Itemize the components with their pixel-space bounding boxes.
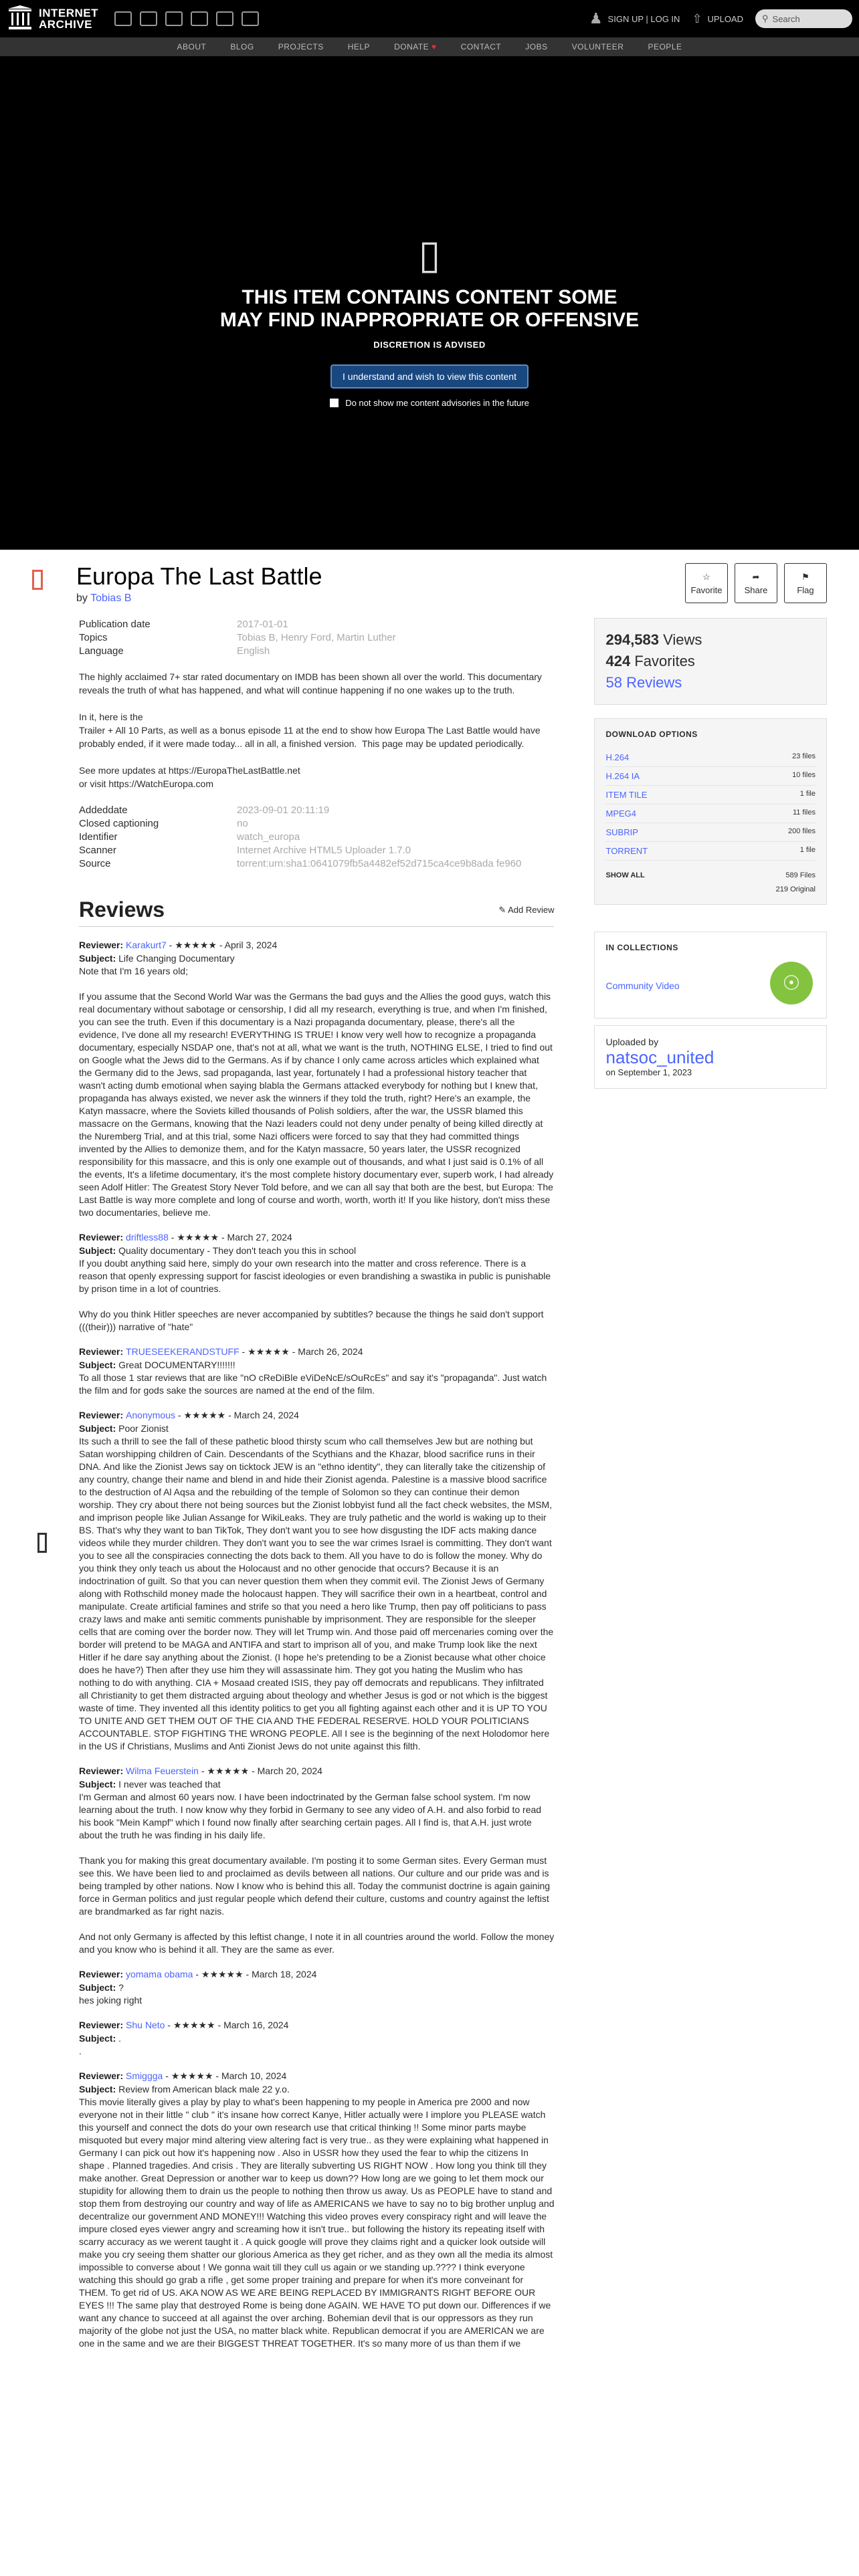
review-list (79, 939, 557, 2350)
favorites-count: 424 (605, 653, 631, 669)
reviewer-link[interactable]: driftless88 (126, 1232, 169, 1243)
download-link[interactable]: TORRENT (605, 846, 648, 856)
meta-label: Language (79, 645, 124, 657)
metadata-bottom (79, 804, 554, 871)
item-title: Europa The Last Battle (76, 562, 322, 590)
download-link[interactable]: ITEM TILE (605, 790, 648, 800)
favorite-button[interactable] (685, 563, 728, 603)
star-rating-icon: ★★★★★ (183, 1410, 226, 1420)
advisory-title-1: THIS ITEM CONTAINS CONTENT SOME (242, 286, 617, 308)
meta-value[interactable]: English (237, 645, 270, 657)
heart-icon: ♥ (432, 42, 437, 51)
blocked-file-icon: ▯ (418, 232, 441, 277)
views-count: 294,583 (605, 631, 660, 648)
uploaded-by-label: Uploaded by (605, 1037, 659, 1047)
meta-label: Addeddate (79, 804, 128, 816)
review-subject: Great DOCUMENTARY!!!!!!! (118, 1360, 235, 1370)
review-body: Its such a thrill to see the fall of these pathetic blood thirsty scum who call themselves Jew but are nothing but Satan worshipping children of Cain. Descendants of the Scythians and the Khazar, blood sacrifice runs in their DNA. And like the Zionist Jews say on ticktock JEW is an "ethno identity", they can literally take the citizenship of any country, change their name and blend in and hide their Zionist agenda. Palestine is a massive blood sacrifice to the destruction of Al Aqsa and the rebuilding of the temple of Solomon so they can continue their demon worship. They cry about there not being sources but the Zionist lobbyist fund all the fact check websites, the MSM, and imprison people like Julian Assange for WikiLeaks. They are truly pathetic and the world is waking up to their BS. That's why they want to ban TikTok, They don't want you to see how disgusting the IDF acts making dance videos while they murder children. They don't want you to see the war crimes Israel is committing. They don't want you to see all the conspiracies connecting the dots back to them. All you have to do is follow the money. Why do you think they only teach us about the Holocaust and no other genocide that occurs? Because it is an indoctrination of guilt. So that you can never question them when they commit evil. The Zionist Jews of Germany along with Rothschild money made the holocaust happen. They will sacrifice their own in a heartbeat, control and manipulate. Create artificial famines and strife so that you need a hero like Trump, then pay off politicians to pass crazy laws and make anti semitic comments punishable by imprisonment. They are responsible for the sleeper cells that are coming over the border now. They will let Trump win. And those paid off mercenaries coming over the border will pretend to be MAGA and ANTIFA and start to imprison all of you, and make Trump look like the next Hitler if he dare say anything about the Zionist. (I hope he's pretending to be a Zionist because what other choice does he have?) Then after they use him they will assassinate him. They got you hating the Muslim who has nothing to do with anything. CIA + Mosaad created ISIS, they pay off democrats and republicans. They infiltrated all Christianity to get them distracted arguing about theology and whether Jesus is god or not which is the biggest waste of time. They invented all this identity politics to get you all fighting against each other and it is UP TO YOU TO UNITE AND GET THEM OUT OF THE CIA AND THE FEDERAL RESERVE. HOLD YOUR POLITICIANS ACCOUNTABLE. STOP FIGHTING THE WRONG PEOPLE. All I see is the beginning of the next Holodomor here in the US if Christians, Muslims and Anti Zionist Jews do not unite against this filth. (79, 1436, 557, 1751)
share-button[interactable] (735, 563, 777, 603)
collections-box (594, 932, 827, 1018)
review-body: To all those 1 star reviews that are like "nO cReDiBle eViDeNcE/sOuRcEs" and say it's "propaganda". Just watch the film and for gods sake the sources are named at the end of the film. (79, 1372, 550, 1396)
download-link[interactable]: MPEG4 (605, 809, 636, 819)
nav-about[interactable]: ABOUT (177, 42, 207, 51)
review-date: March 20, 2024 (257, 1765, 322, 1776)
review-subject: . (118, 2033, 122, 2044)
search-icon: ⚲ (762, 13, 769, 23)
review-icon (37, 1533, 47, 1553)
nav-volunteer[interactable]: VOLUNTEER (571, 42, 624, 51)
user-icon[interactable]: ♟ (589, 10, 603, 27)
review-date: March 27, 2024 (227, 1232, 292, 1243)
review-date: March 26, 2024 (298, 1346, 363, 1357)
upload-date: on September 1, 2023 (605, 1067, 692, 1077)
top-bar (0, 0, 859, 37)
reviewer-link[interactable]: Karakurt7 (126, 940, 167, 950)
nav-contact[interactable]: CONTACT (460, 42, 502, 51)
signin-link[interactable]: SIGN UP | LOG IN (607, 13, 680, 24)
meta-value: no (237, 818, 248, 829)
video-icon[interactable] (165, 11, 183, 26)
meta-label: Identifier (79, 831, 118, 843)
file-count: 10 files (792, 771, 816, 779)
favorite-label: Favorite (690, 584, 723, 595)
download-link[interactable]: SUBRIP (605, 827, 638, 837)
flag-button[interactable] (784, 563, 827, 603)
meta-value: 2023-09-01 20:11:19 (237, 804, 330, 816)
sidebar (594, 618, 827, 2350)
flag-icon: ⚑ (801, 571, 809, 582)
movie-icon (32, 570, 43, 590)
review-date: March 24, 2024 (233, 1410, 299, 1420)
download-row (605, 804, 816, 823)
meta-label: Source (79, 858, 111, 869)
review-body: If you doubt anything said here, simply do your own research into the matter and cross reference. There is a reason that openly expressing support for fascist ideologies or even brandishing a swastika in public is punishable by prison time in a lot of countries. Why do you think Hitler speeches are never accompanied by subtitles? because the things he said don't support (((their))) narrative of "hate" (79, 1258, 551, 1332)
uploader-name[interactable]: natsoc_united (605, 1047, 714, 1067)
logo-line1: INTERNET (39, 7, 98, 19)
advisory-checkbox[interactable] (330, 399, 339, 407)
review-item: Reviewer: Smiggga - ★★★★★ - March 10, 2024 Subject: Review from American black male 22 y.o. This movie literally gives a play by play to what's been happening to my people in America pre 2000 and now everyone not in their little " club " it's insane how correct Kanye, Hitler actually were I implore you PLEASE watch this yourself and connect the dots do your own research use that critical thinking !! Some minor parts maybe misquoted but every major mind altering view altering fact is very true.. as they were explaining what happened in Germany I can pick out how it's happening now . Also in USSR how they used the fear to whip the citizens In shape . Planned tragedies. And crisis . They are literally subverting US RIGHT NOW . How long you think till they make another. Great Depression or another war to keep us down?? How long are we going to let them mock our stupidity for allowing them to drain us the people to nothing then throw us away. Us as PEOPLE have to stand and stop them from destroying our country and way of life as AMERICANS we have to say no to big brother unplug and decentralize our government AND MONEY!!! Watching this video proves every conspiracy right and will leave the impure closed eyes viewer angry and screaming how it isn't true.. but following the history its repeating itself with scarry accuracy as we werent taught it . A quick google will prove they claims right and a quicker look outside will make you cry seeing them shatter our glorious America as they get richer, and as they own all the media its almost impossible to converse about ! We gonna wait till they cull us again or we standing up.???? I think everyone watching this should go grab a rifle , get some proper training and prepare for when it's more conveinant for THEM. To get rid of US. AKA NOW AS WE ARE BEING REPLACED BY IMMIGRANTS RIGHT BEFORE OUR EYES !!! The same play that destroyed Rome is being done AGAIN. WE HAVE TO put down our. Differences if we want any chance to succeed at all against the over arching. Bohemian devil that is our oppressors as they run majority of the globe not just the USA, no matter black white. Republican democrat if you are AMERICAN we are one in the same and we are their BIGGEST THREAT TOGETHER. It's so many more of us than them if we (79, 2070, 557, 2349)
download-row (605, 767, 816, 786)
images-icon[interactable] (242, 11, 259, 26)
media-type-nav (114, 11, 259, 26)
item-description (79, 670, 554, 790)
collections-heading: IN COLLECTIONS (605, 943, 678, 952)
reviewer-link[interactable]: Wilma Feuerstein (126, 1765, 199, 1776)
download-options (594, 718, 827, 905)
upload-icon[interactable]: ⇧ (692, 11, 702, 25)
file-count: 1 file (799, 790, 816, 798)
file-count: 23 files (792, 752, 816, 760)
meta-value[interactable]: Tobias B, Henry Ford, Martin Luther (237, 632, 396, 643)
nav-jobs[interactable]: JOBS (525, 42, 548, 51)
review-item: Reviewer: TRUESEEKERANDSTUFF - ★★★★★ - March 26, 2024 Subject: Great DOCUMENTARY!!!!!!! To all those 1 star reviews that are like "nO cReDiBle eViDeNcE/sOuRcEs" and say it's "propaganda". Just watch the film and for gods sake the sources are named at the end of the film. (79, 1346, 554, 1397)
star-rating-icon: ★★★★★ (175, 940, 217, 950)
review-subject: ? (118, 1982, 124, 1993)
community-collection-icon[interactable]: ☉ (770, 962, 813, 1004)
search-input[interactable] (755, 9, 852, 28)
review-date: April 3, 2024 (224, 940, 278, 950)
reviewer-link[interactable]: TRUESEEKERANDSTUFF (126, 1346, 240, 1357)
content-advisory (0, 56, 859, 550)
review-item: Reviewer: Wilma Feuerstein - ★★★★★ - March 20, 2024 Subject: I never was teached that I'm German and almost 60 years now. I have been indoctrinated by the German false school system. I'm now learning about the truth. I now know why they forbid in Germany to see any video of A.H. and also forbid to read his book "Mein Kampf" which I found now finally after searching certain pages. All I find is, that A.H. just wrote about the truth he was finding in his daily life. Thank you for making this great documentary available. I'm posting it to some German sites. Every German must see this. We have been lied to and proclaimed as devils between all nations. Our culture and our pride was and is being trampled by other nations. Now I know who is behind this all. Today the communist doctrine is again gaining force in German politics and just regular people which defend their culture, customs and country against the leftist are brandmarked as far right nazis. And not only Germany is affected by this leftist change, I note it in all countries around the world. Follow the money and you know who is behind it all. They are the same as ever. (79, 1765, 555, 1955)
uploader-box (594, 1025, 827, 1089)
review-item: Reviewer: driftless88 - ★★★★★ - March 27, 2024 Subject: Quality documentary - They don't teach you this in school If you doubt anything said here, simply do your own research into the matter and cross reference. There is a reason that openly expressing support for fascist ideologies or even brandishing a swastika in public is punishable by prison time in a lot of countries. Why do you think Hitler speeches are never accompanied by subtitles? because the things he said don't support (((their))) narrative of "hate" (79, 1231, 554, 1333)
collection-link[interactable]: Community Video (605, 980, 680, 991)
nav-blog[interactable]: BLOG (230, 42, 254, 51)
review-item: Reviewer: Karakurt7 - ★★★★★ - April 3, 2024 Subject: Life Changing Documentary Note that I'm 16 years old; If you assume that the Second World War was the Germans the bad guys and the Allies the good guys, watch this real documentary without sabotage or censorship, I did all my research, everything is true, and when I'm finished, you can see the truth. Even if this documentary is a Nazi propaganda documentary, please, there's all the evidence, I've done all my research! EVERYTHING IS TRUE! I know very well how to recognize a propaganda documentary, especially NSDAP one, that's not at all, what we want is the truth, NOTHING ELSE, I tried to find out on Google what the Jews did to the Germans. As if by chance I only came across articles which explained what the Germany did to the Jews, sad propaganda, last year, fortunately I had a professional history teacher that wasn't acting dumb emotional when saying blabla the Germans attacked everybody for nothing but I knew that, propaganda has always existed, we never ask the winners if they told the truth, right? Here's an example, the Katyn massacre, where the Soviets killed thousands of Polish soldiers, after the war, the USSR blamed this massacre on the Germans, knowing that the Nazi leaders could not deny under penalty of being killed directly at the Nuremberg Trial, and at this trial, some Nazi officers were forced to say that they had committed things invented by the Allies to demonize them, and for the Katyn massacre, 50 years later, the USSR recognized responsibility for this massacre, and this is only one example out of thousands, and what I just said is 0.1% of all the events, It's a lifetime documentary, it's the most complete history documentary ever, superb work, I had already seen Adolf Hitler: The Greatest Story Never Told before, and we can all say that both are the best, but Europa: The Last Battle is way more complete and long of course and worth, worth, worth it! If you like history, don't miss these two documentaries, believe me. (79, 940, 554, 1218)
nav-help[interactable]: HELP (347, 42, 371, 51)
audio-icon[interactable] (191, 11, 208, 26)
total-files: 589 Files (785, 871, 816, 879)
star-rating-icon: ★★★★★ (201, 1969, 244, 1979)
download-row (605, 842, 816, 861)
download-heading: DOWNLOAD OPTIONS (605, 730, 698, 739)
reviewer-link[interactable]: yomama obama (126, 1969, 193, 1979)
show-all-link[interactable]: SHOW ALL (605, 871, 645, 879)
metadata-top (79, 618, 554, 658)
file-count: 11 files (792, 809, 816, 817)
review-subject: Quality documentary - They don't teach you this in school (118, 1245, 357, 1256)
reviewer-link[interactable]: Smiggga (126, 2070, 163, 2081)
meta-label: Topics (79, 632, 108, 643)
file-count: 200 files (788, 827, 816, 835)
nav-donate[interactable] (394, 42, 437, 51)
meta-label: Publication date (79, 619, 151, 630)
review-item: Reviewer: Shu Neto - ★★★★★ - March 16, 2024 Subject: . . (79, 2019, 554, 2058)
share-icon: ➦ (752, 571, 760, 582)
meta-value: Internet Archive HTML5 Uploader 1.7.0 (237, 845, 411, 856)
star-rating-icon: ★★★★★ (207, 1765, 250, 1776)
meta-value[interactable]: 2017-01-01 (237, 619, 288, 630)
software-icon[interactable] (216, 11, 233, 26)
views-label: Views (663, 631, 702, 648)
item-stats (594, 618, 827, 705)
review-subject: Poor Zionist (118, 1423, 169, 1434)
sub-nav (0, 37, 859, 56)
by-label: by (76, 593, 88, 604)
search-placeholder: Search (772, 13, 800, 24)
review-body: This movie literally gives a play by play to what's been happening to my people in America pre 2000 and now everyone not in their little " club " it's insane how correct Kanye, Hitler actually were I implore you PLEASE watch this yourself and connect the dots do your own research use that critical thinking !! Some minor parts maybe misquoted but every major mind altering view altering fact is very true.. as they were explaining what happened in Germany I can pick out how it's happening now . Also in USSR how they used the fear to whip the citizens In shape . Planned tragedies. And crisis . They are literally subverting US RIGHT NOW . How long you think till they make another. Great Depression or another war to keep us down?? How long are we going to let them mock our stupidity for allowing them to drain us the people to nothing then throw us away. Us as PEOPLE have to stand and stop them from destroying our country and way of life as AMERICANS we have to say no to big brother unplug and decentralize our government AND MONEY!!! Watching this video proves every conspiracy right and will leave the impure closed eyes viewer angry and screaming how it isn't true.. but following the history its repeating itself with scarry accuracy as we werent taught it . A quick google will prove they claims right and a quicker look outside will make you cry seeing them shatter our glorious America as they get richer, and as they own all the media its almost impossible to converse about ! We gonna wait till they cull us again or we standing up.???? I think everyone watching this should go grab a rifle , get some proper training and prepare for when it's more conveinant for THEM. To get rid of US. AKA NOW AS WE ARE BEING REPLACED BY IMMIGRANTS RIGHT BEFORE OUR EYES !!! The same play that destroyed Rome is being done AGAIN. WE HAVE TO put down our. Differences if we want any chance to succeed at all against the over arching. Bohemian devil that is our oppressors as they run majority of the globe not just the USA, no matter black white. Republican democrat if you are AMERICAN we are one in the same and we are their BIGGEST THREAT TOGETHER. It's so many more of us than them if we (79, 2097, 557, 2349)
advisory-subtitle: DISCRETION IS ADVISED (373, 340, 486, 350)
review-date: March 18, 2024 (252, 1969, 317, 1979)
review-subject: I never was teached that (118, 1779, 221, 1790)
download-link[interactable]: H.264 (605, 752, 630, 762)
add-review-label: Add Review (508, 904, 555, 915)
site-logo[interactable] (7, 5, 98, 32)
add-review-button[interactable]: ✎ Add Review (498, 904, 555, 915)
logo-line2: ARCHIVE (39, 18, 93, 31)
meta-value[interactable]: torrent:urn:sha1:0641079fb5a4482ef52d715ca4ce9b8ada fe960 (237, 858, 522, 869)
reviewer-link[interactable]: Shu Neto (126, 2020, 165, 2030)
reviews-link[interactable]: 58 Reviews (605, 674, 682, 691)
review-item: Reviewer: Anonymous - ★★★★★ - March 24, 2024 Subject: Poor Zionist Its such a thrill to see the fall of these pathetic blood thirsty scum who call themselves Jew but are nothing but Satan worshipping children of Cain. Descendants of the Scythians and the Khazar, blood sacrifice runs in their DNA. And like the Zionist Jews say on ticktock JEW is an "ethno identity", they can literally take the citizenship of any country, change their name and blend in and hide their Zionist agenda. Palestine is a massive blood sacrifice to the destruction of Al Aqsa and the rebuilding of the temple of Solomon so they can continue their demon worship. They cry about there not being sources but the Zionist lobbyist fund all the fact check websites, the MSM, and imprison people like Julian Assange for WikiLeaks. They are truly pathetic and the world is waking up to their BS. That's why they want to ban TikTok, They don't want you to see how disgusting the IDF acts making dance videos while they murder children. They don't want you to see the war crimes Israel is committing. They don't want you to see all the conspiracies connecting the dots back to them. All you have to do is follow the money. Why do you think they only teach us about the Holocaust and no other genocide that occurs? Because it is an indoctrination of guilt. So that you can never question them when they commit evil. The Zionist Jews of Germany along with Rothschild money made the holocaust happen. They will sacrifice their own in a heartbeat, control and manipulate. Create artificial famines and strife so that you need a hero like Trump, then pay off politicians to pass crazy laws and make anti semitic comments punishable by imprisonment. They are responsible for the sleeper cells that are coming over the border now. They will let Trump win. And those paid off mercenaries coming over the border will pretend to be MAGA and ANTIFA and start to imprison all of you, and make Trump look like the next Hitler if he dare say anything about the Zionist. (I hope he's pretending to be a Zionist because what other choice does he have?) Then after they use him they will assassinate him. They got you hating the Muslim who has nothing to do with anything. CIA + Mosaad created ISIS, they pay off democrats and republicans. They infiltrated all Christianity to get them distracted arguing about theology and whether Jesus is god or not which is the biggest waste of time. They invented all this identity politics to get you all fighting against each other and it is UP TO YOU TO UNITE AND GET THEM OUT OF THE CIA AND THE FEDERAL RESERVE. HOLD YOUR POLITICIANS ACCOUNTABLE. STOP FIGHTING THE WRONG PEOPLE. All I see is the beginning of the next Holodomor here in the US if Christians, Muslims and Anti Zionist Jews do not unite against this filth. (79, 1410, 557, 1751)
upload-link[interactable]: UPLOAD (707, 13, 743, 24)
review-date: March 16, 2024 (223, 2020, 289, 2030)
item-details (79, 618, 557, 2350)
web-icon[interactable] (114, 11, 132, 26)
star-icon: ☆ (702, 571, 710, 582)
download-row (605, 823, 816, 842)
advisory-checkbox-label: Do not show me content advisories in the future (345, 398, 529, 408)
nav-projects[interactable]: PROJECTS (278, 42, 324, 51)
star-rating-icon: ★★★★★ (171, 2070, 213, 2081)
view-content-button[interactable]: I understand and wish to view this content (330, 364, 529, 389)
original-files: 219 Original (775, 885, 816, 893)
item-main (0, 563, 859, 2350)
review-subject: Review from American black male 22 y.o. (118, 2084, 290, 2095)
file-count: 1 file (799, 846, 816, 854)
review-body: hes joking right (79, 1995, 142, 2006)
download-row (605, 786, 816, 804)
meta-value: watch_europa (237, 831, 300, 843)
star-rating-icon: ★★★★★ (177, 1232, 219, 1243)
reviews-heading: Reviews (79, 897, 165, 922)
review-date: March 10, 2024 (221, 2070, 287, 2081)
description-paragraph: See more updates at https://EuropaTheLastBattle.net or visit https://WatchEuropa.com (79, 765, 300, 789)
review-body: Note that I'm 16 years old; If you assume that the Second World War was the Germans the bad guys and the Allies the good guys, watch this real documentary without sabotage or censorship, I did all my research, everything is true, and when I'm finished, you can see the truth. Even if this documentary is a Nazi propaganda documentary, please, there's all the evidence, I've done all my research! EVERYTHING IS TRUE! I know very well how to recognize a propaganda documentary, especially NSDAP one, that's not at all, what we want is the truth, NOTHING ELSE, I tried to find out on Google what the Jews did to the Germans. As if by chance I only came across articles which explained what the Germany did to the Jews, sad propaganda, last year, fortunately I had a professional history teacher that wasn't acting dumb emotional when saying blabla the Germans attacked everybody for nothing but I knew that, propaganda has always existed, we never ask the winners if they told the truth, right? Here's an example, the Katyn massacre, where the Soviets killed thousands of Polish soldiers, after the war, the USSR blamed this massacre on the Germans, knowing that the Nazi leaders could not deny under penalty of being killed directly at the Nuremberg Trial, and at this trial, some Nazi officers were forced to say that they had committed things invented by the Allies to demonize them, and for the Katyn massacre, 50 years later, the USSR recognized responsibility for this massacre, and this is only one example out of thousands, and what I just said is 0.1% of all the events, It's a lifetime documentary, it's the most complete history documentary ever, superb work, I had already seen Adolf Hitler: The Greatest Story Never Told before, and we can all say that both are the best, but Europa: The Last Battle is way more complete and long of course and worth, worth, worth it! If you like history, don't miss these two documentaries, believe me. (79, 966, 554, 1218)
meta-label: Scanner (79, 845, 116, 856)
archive-logo-icon (7, 5, 33, 32)
reviewer-link[interactable]: Anonymous (126, 1410, 175, 1420)
review-body: . (79, 2046, 82, 2056)
review-subject: Life Changing Documentary (118, 953, 235, 964)
nav-donate-label: DONATE (394, 42, 430, 51)
advisory-title-2: MAY FIND INAPPROPRIATE OR OFFENSIVE (219, 309, 640, 331)
texts-icon[interactable] (140, 11, 157, 26)
download-row (605, 748, 816, 767)
star-rating-icon: ★★★★★ (173, 2020, 215, 2030)
top-right-nav (589, 9, 852, 28)
favorites-label: Favorites (634, 653, 695, 669)
flag-label: Flag (797, 584, 814, 595)
meta-label: Closed captioning (79, 818, 159, 829)
author-link[interactable]: Tobias B (90, 593, 132, 604)
share-label: Share (744, 584, 768, 595)
review-item: Reviewer: yomama obama - ★★★★★ - March 18, 2024 Subject: ? hes joking right (79, 1968, 554, 2007)
nav-people[interactable]: PEOPLE (648, 42, 682, 51)
star-rating-icon: ★★★★★ (248, 1346, 290, 1357)
review-body: I'm German and almost 60 years now. I have been indoctrinated by the German false school system. I'm now learning about the truth. I now know why they forbid in Germany to see any video of A.H. and also forbid to read his book "Mein Kampf" which I found now finally after searching certain pages. All I find is, that A.H. just wrote about the truth he was finding in his daily life. Thank you for making this great documentary available. I'm posting it to some German sites. Every German must see this. We have been lied to and proclaimed as devils between all nations. Our culture and our pride was and is being trampled by other nations. Now I know who is behind this all. Today the communist doctrine is again gaining force in German politics and just regular people which defend their culture, customs and country against the leftist are brandmarked as far right nazis. And not only Germany is affected by this leftist change, I note it in all countries around the world. Follow the money and you know who is behind it all. They are the same as ever. (79, 1792, 555, 1955)
download-link[interactable]: H.264 IA (605, 771, 640, 781)
description-paragraph: In it, here is the Trailer + All 10 Parts, as well as a bonus episode 11 at the end to show how Europa The Last Battle would have probably ended, if it were made today... all in all, a finished version. This page may be updated periodically. (79, 712, 541, 749)
description-paragraph: The highly acclaimed 7+ star rated documentary on IMDB has been shown all over the world. This documentary reveals the truth of what has happened, and what will continue happening if no one wakes up to the truth. (79, 671, 542, 695)
